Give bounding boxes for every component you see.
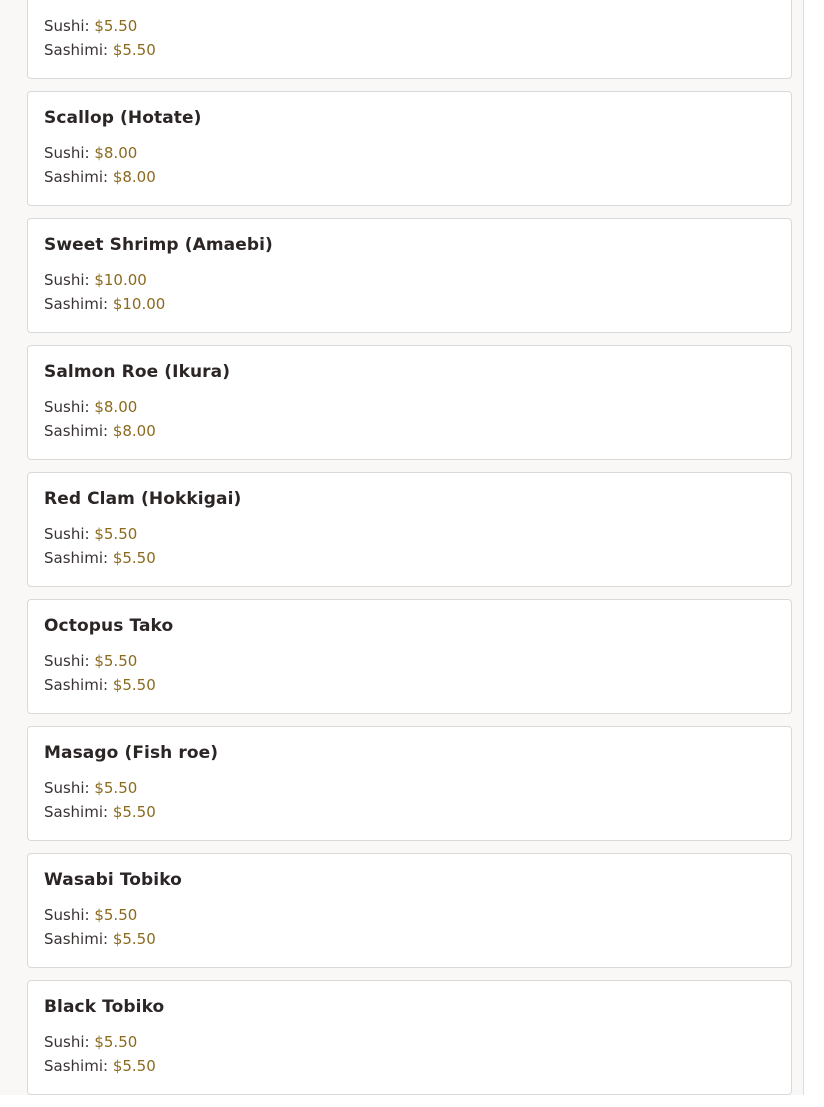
menu-item-name: Salmon Roe (Ikura)	[44, 362, 231, 382]
sushi-price: $5.50	[94, 1033, 138, 1051]
sushi-price-line	[44, 17, 137, 35]
sashimi-price-line	[44, 168, 156, 186]
sashimi-price-line	[44, 422, 156, 440]
menu-item-card	[27, 980, 792, 1095]
sushi-price-line	[44, 652, 137, 670]
sushi-price: $8.00	[94, 398, 138, 416]
sashimi-label: Sashimi:	[44, 676, 113, 694]
sashimi-price: $8.00	[112, 422, 156, 440]
sashimi-price-line	[44, 676, 156, 694]
sushi-price-line	[44, 1033, 137, 1051]
sushi-price-line	[44, 906, 137, 924]
menu-item-card	[27, 218, 792, 333]
sashimi-price: $5.50	[112, 930, 156, 948]
sashimi-label: Sashimi:	[44, 295, 113, 313]
sushi-label: Sushi:	[44, 271, 95, 289]
sashimi-label: Sashimi:	[44, 549, 113, 567]
sashimi-label: Sashimi:	[44, 422, 113, 440]
sushi-price: $5.50	[94, 17, 138, 35]
sushi-price-line	[44, 779, 137, 797]
menu-item-name	[44, 0, 150, 1]
sushi-price-line	[44, 525, 137, 543]
sushi-label: Sushi:	[44, 779, 95, 797]
menu-item-list	[27, 0, 792, 1107]
menu-item-card	[27, 726, 792, 841]
sashimi-label: Sashimi:	[44, 41, 113, 59]
sushi-price-line	[44, 398, 137, 416]
sushi-label: Sushi:	[44, 1033, 95, 1051]
sashimi-price-line	[44, 295, 165, 313]
sushi-price: $8.00	[94, 144, 138, 162]
sushi-price: $5.50	[94, 652, 138, 670]
menu-item-name: Wasabi Tobiko	[44, 870, 182, 890]
sushi-label: Sushi:	[44, 906, 95, 924]
sushi-label: Sushi:	[44, 17, 95, 35]
sashimi-label: Sashimi:	[44, 1057, 113, 1075]
menu-item-name: Red Clam (Hokkigai)	[44, 489, 242, 509]
sashimi-label: Sashimi:	[44, 168, 113, 186]
menu-item-card	[27, 599, 792, 714]
sashimi-label: Sashimi:	[44, 930, 113, 948]
sushi-price: $5.50	[94, 906, 138, 924]
menu-item-card	[27, 91, 792, 206]
sushi-price: $5.50	[94, 525, 138, 543]
sashimi-price: $5.50	[112, 676, 156, 694]
sashimi-price: $5.50	[112, 1057, 156, 1075]
sashimi-label: Sashimi:	[44, 803, 113, 821]
sashimi-price: $5.50	[112, 803, 156, 821]
sushi-label: Sushi:	[44, 144, 95, 162]
sashimi-price-line	[44, 803, 156, 821]
sashimi-price: $8.00	[112, 168, 156, 186]
sashimi-price-line	[44, 930, 156, 948]
sushi-price: $5.50	[94, 779, 138, 797]
sushi-label: Sushi:	[44, 525, 95, 543]
sashimi-price: $10.00	[112, 295, 166, 313]
menu-item-name: Scallop (Hotate)	[44, 108, 202, 128]
sashimi-price-line	[44, 1057, 156, 1075]
menu-item-name: Black Tobiko	[44, 997, 165, 1017]
sushi-label: Sushi:	[44, 398, 95, 416]
sashimi-price: $5.50	[112, 41, 156, 59]
sushi-price-line	[44, 144, 137, 162]
sushi-price-line	[44, 271, 147, 289]
menu-item-card	[27, 0, 792, 79]
menu-item-name: Sweet Shrimp (Amaebi)	[44, 235, 273, 255]
menu-item-card	[27, 345, 792, 460]
sashimi-price: $5.50	[112, 549, 156, 567]
menu-item-name: Octopus Tako	[44, 616, 174, 636]
sushi-price: $10.00	[94, 271, 147, 289]
sushi-label: Sushi:	[44, 652, 95, 670]
menu-item-name: Masago (Fish roe)	[44, 743, 219, 763]
menu-item-card	[27, 472, 792, 587]
sashimi-price-line	[44, 549, 156, 567]
sashimi-price-line	[44, 41, 156, 59]
menu-item-card	[27, 853, 792, 968]
